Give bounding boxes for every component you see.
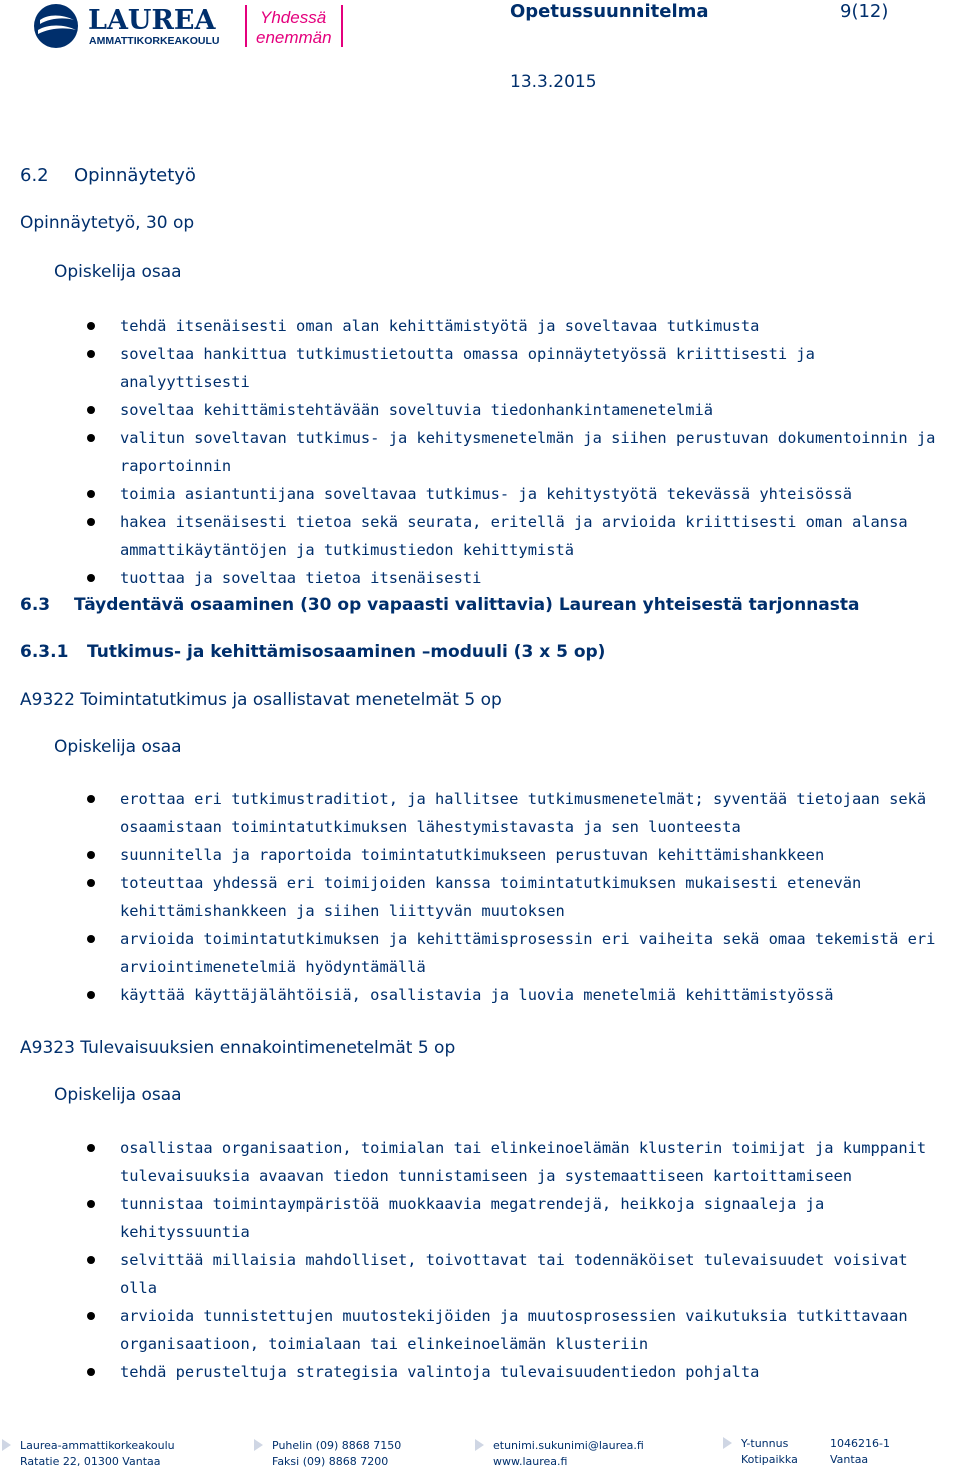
- list-item: soveltaa hankittua tutkimustietoutta omassa opinnäytetyössä kriittisesti ja analyyttisesti: [0, 340, 950, 396]
- section-heading-6-3-1: [20, 642, 605, 662]
- list-item: tehdä perusteltuja strategisia valintoja tulevaisuudentiedon pohjalta: [0, 1358, 950, 1386]
- bullet-icon: [87, 879, 95, 887]
- footer-address: [20, 1438, 175, 1470]
- section-number: 6.3.1: [20, 642, 69, 662]
- list-item: arvioida tunnistettujen muutostekijöiden ja muutosprosessien vaikutuksia tutkittavaan organisaatioon, toimialaan tai elinkeinoelämän klusteriin: [0, 1302, 950, 1358]
- bullet-icon: [87, 518, 95, 526]
- bullet-icon: [87, 434, 95, 442]
- bullet-icon: [87, 1368, 95, 1376]
- svg-text:Yhdessä: Yhdessä: [260, 8, 327, 27]
- course-heading-a9322: A9322 Toimintatutkimus ja osallistavat menetelmät 5 op: [20, 690, 502, 710]
- bullet-icon: [87, 851, 95, 859]
- list-item: toteuttaa yhdessä eri toimijoiden kanssa toimintatutkimuksen mukaisesti etenevän kehittämishankkeen ja siihen liittyvän muutoksen: [0, 869, 950, 925]
- footer-ytunnus-label: Y-tunnus: [741, 1437, 789, 1450]
- list-item: toimia asiantuntijana soveltavaa tutkimus- ja kehitystyötä tekevässä yhteisössä: [0, 480, 950, 508]
- page-footer: [0, 1434, 960, 1474]
- laurea-logo: [16, 4, 356, 48]
- list-item: käyttää käyttäjälähtöisiä, osallistavia ja luovia menetelmiä kehittämistyössä: [0, 981, 950, 1009]
- footer-org: Laurea-ammattikorkeakoulu: [20, 1439, 175, 1452]
- list-item: selvittää millaisia mahdolliset, toivottavat tai todennäköiset tulevaisuudet voisivat olla: [0, 1246, 950, 1302]
- footer-email: etunimi.sukunimi@laurea.fi: [493, 1439, 644, 1452]
- outcomes-list-a9322: [0, 785, 950, 1009]
- bullet-icon: [87, 490, 95, 498]
- section-heading-6-3: [20, 595, 860, 615]
- list-item: tehdä itsenäisesti oman alan kehittämistyötä ja soveltavaa tutkimusta: [0, 312, 950, 340]
- list-item: arvioida toimintatutkimuksen ja kehittämisprosessin eri vaiheita sekä omaa tekemistä eri arviointimenetelmiä hyödyntämällä: [0, 925, 950, 981]
- footer-web: www.laurea.fi: [493, 1455, 568, 1468]
- subsection-heading: Opinnäytetyö, 30 op: [20, 213, 195, 233]
- section-title: Tutkimus- ja kehittämisosaaminen –moduuli (3 x 5 op): [87, 642, 606, 662]
- document-date: 13.3.2015: [510, 72, 597, 92]
- learning-outcomes-intro: Opiskelija osaa: [54, 737, 182, 757]
- svg-text:LAUREA: LAUREA: [88, 5, 216, 36]
- bullet-icon: [87, 322, 95, 330]
- list-item: hakea itsenäisesti tietoa sekä seurata, eritellä ja arvioida kriittisesti oman alansa ammattikäytäntöjen ja tutkimustiedon kehittymistä: [0, 508, 950, 564]
- footer-company-values: [830, 1436, 890, 1468]
- footer-phone-number: Puhelin (09) 8868 7150: [272, 1439, 402, 1452]
- arrow-icon: [475, 1439, 484, 1451]
- bullet-icon: [87, 350, 95, 358]
- section-number: 6.2: [20, 165, 49, 186]
- svg-text:enemmän: enemmän: [256, 28, 332, 47]
- learning-outcomes-intro: Opiskelija osaa: [54, 1085, 182, 1105]
- document-title: Opetussuunnitelma: [510, 1, 709, 22]
- bullet-icon: [87, 406, 95, 414]
- bullet-icon: [87, 991, 95, 999]
- outcomes-list-6-2: [0, 312, 950, 592]
- bullet-icon: [87, 795, 95, 803]
- footer-fax-number: Faksi (09) 8868 7200: [272, 1455, 389, 1468]
- bullet-icon: [87, 1144, 95, 1152]
- bullet-icon: [87, 574, 95, 582]
- bullet-icon: [87, 1256, 95, 1264]
- outcomes-list-a9323: [0, 1134, 950, 1386]
- footer-company-labels: [741, 1436, 798, 1468]
- bullet-icon: [87, 935, 95, 943]
- section-number: 6.3: [20, 595, 51, 615]
- footer-street: Ratatie 22, 01300 Vantaa: [20, 1455, 161, 1468]
- arrow-icon: [2, 1439, 11, 1451]
- footer-contact: [493, 1438, 644, 1470]
- page-number: 9(12): [840, 1, 889, 22]
- arrow-icon: [723, 1437, 732, 1449]
- bullet-icon: [87, 1312, 95, 1320]
- list-item: tuottaa ja soveltaa tietoa itsenäisesti: [0, 564, 950, 592]
- learning-outcomes-intro: Opiskelija osaa: [54, 262, 182, 282]
- section-title: Täydentävä osaaminen (30 op vapaasti valittavia) Laurean yhteisestä tarjonnasta: [74, 595, 860, 615]
- svg-text:AMMATTIKORKEAKOULU: AMMATTIKORKEAKOULU: [89, 35, 220, 47]
- list-item: erottaa eri tutkimustraditiot, ja hallitsee tutkimusmenetelmät; syventää tietojaan sekä osaamistaan toimintatutkimuksen lähestymistavasta ja sen luonteesta: [0, 785, 950, 841]
- list-item: tunnistaa toimintaympäristöä muokkaavia megatrendejä, heikkoja signaaleja ja kehityssuuntia: [0, 1190, 950, 1246]
- footer-kotipaikka-label: Kotipaikka: [741, 1453, 798, 1466]
- list-item: osallistaa organisaation, toimialan tai elinkeinoelämän klusterin toimijat ja kumppanit tulevaisuuksia avaavan tiedon tunnistamiseen ja systemaattiseen kartoittamiseen: [0, 1134, 950, 1190]
- list-item: soveltaa kehittämistehtävään soveltuvia tiedonhankintamenetelmiä: [0, 396, 950, 424]
- bullet-icon: [87, 1200, 95, 1208]
- arrow-icon: [254, 1439, 263, 1451]
- list-item: suunnitella ja raportoida toimintatutkimukseen perustuvan kehittämishankkeen: [0, 841, 950, 869]
- footer-kotipaikka-value: Vantaa: [830, 1453, 869, 1466]
- section-title: Opinnäytetyö: [74, 165, 196, 186]
- section-heading-6-2: [20, 165, 196, 186]
- course-heading-a9323: A9323 Tulevaisuuksien ennakointimenetelmät 5 op: [20, 1038, 456, 1058]
- list-item: valitun soveltavan tutkimus- ja kehitysmenetelmän ja siihen perustuvan dokumentoinnin ja raportoinnin: [0, 424, 950, 480]
- footer-phone: [272, 1438, 401, 1470]
- footer-ytunnus-value: 1046216-1: [830, 1437, 890, 1450]
